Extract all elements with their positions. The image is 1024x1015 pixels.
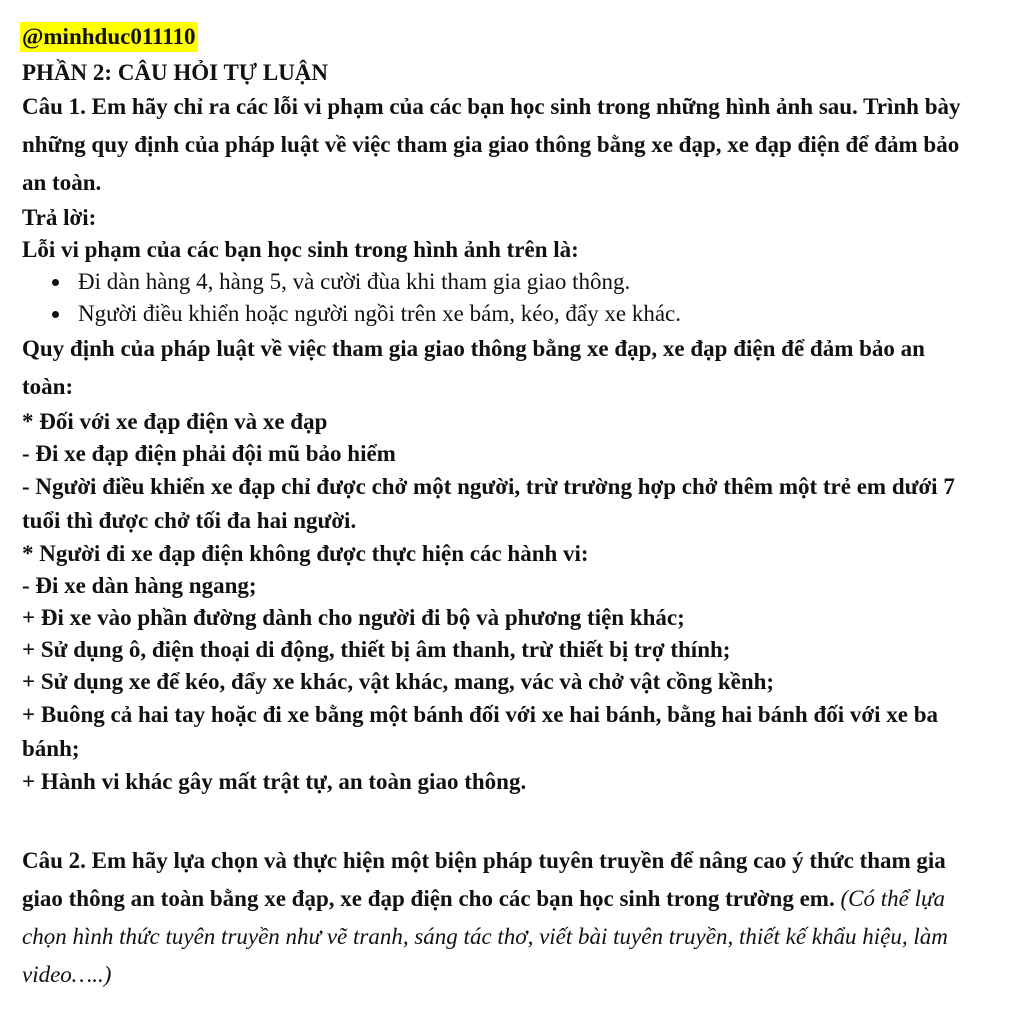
regulations-heading: Quy định của pháp luật về việc tham gia giao thông bằng xe đạp, xe đạp điện để đảm bảo an toàn: — [22, 336, 925, 399]
bullet-icon — [52, 279, 59, 286]
question-2 — [22, 842, 962, 994]
regulation-line: - Đi xe dàn hàng ngang; — [22, 573, 257, 598]
question-2-text: Câu 2. Em hãy lựa chọn và thực hiện một biện pháp tuyên truyền để nâng cao ý thức tham gia giao thông an toàn bằng xe đạp, xe đạp điện cho các bạn học sinh trong trường em. — [22, 848, 946, 911]
bullet-icon — [52, 311, 59, 318]
document-page — [22, 22, 962, 994]
regulation-line: * Người đi xe đạp điện không được thực hiện các hành vi: — [22, 541, 589, 566]
spacer — [22, 798, 962, 842]
violation-text: Đi dàn hàng 4, hàng 5, và cười đùa khi tham gia giao thông. — [78, 269, 631, 294]
regulation-line: - Đi xe đạp điện phải đội mũ bảo hiểm — [22, 441, 396, 466]
question-2-hint: (Có thể lựa chọn hình thức tuyên truyền như vẽ tranh, sáng tác thơ, viết bài tuyên truyền, thiết kế khẩu hiệu, làm video…..) — [22, 886, 948, 987]
list-item — [58, 266, 962, 298]
regulation-line: + Hành vi khác gây mất trật tự, an toàn giao thông. — [22, 769, 527, 794]
violations-heading: Lỗi vi phạm của các bạn học sinh trong hình ảnh trên là: — [22, 237, 579, 262]
violation-text: Người điều khiển hoặc người ngồi trên xe bám, kéo, đẩy xe khác. — [78, 301, 682, 326]
regulation-line: * Đối với xe đạp điện và xe đạp — [22, 409, 328, 434]
list-item — [58, 298, 962, 330]
regulation-line: - Người điều khiển xe đạp chỉ được chở một người, trừ trường hợp chở thêm một trẻ em dưới 7 tuổi thì được chở tối đa hai người. — [22, 474, 955, 533]
regulation-line: + Sử dụng xe để kéo, đẩy xe khác, vật khác, mang, vác và chở vật cồng kềnh; — [22, 669, 775, 694]
violations-list — [22, 266, 962, 330]
regulations-list — [22, 406, 962, 798]
regulation-line: + Sử dụng ô, điện thoại di động, thiết bị âm thanh, trừ thiết bị trợ thính; — [22, 637, 731, 662]
author-handle: @minhduc011110 — [20, 22, 198, 52]
regulation-line: + Đi xe vào phần đường dành cho người đi bộ và phương tiện khác; — [22, 605, 685, 630]
question-1: Câu 1. Em hãy chỉ ra các lỗi vi phạm của các bạn học sinh trong những hình ảnh sau. Trình bày những quy định của pháp luật về việc tham gia giao thông bằng xe đạp, xe đạp điện để đảm bảo an toàn. — [22, 94, 961, 195]
regulation-line: + Buông cả hai tay hoặc đi xe bằng một bánh đối với xe hai bánh, bằng hai bánh đối với xe ba bánh; — [22, 702, 939, 761]
answer-label: Trả lời: — [22, 205, 97, 230]
section-title: PHẦN 2: CÂU HỎI TỰ LUẬN — [22, 60, 329, 85]
